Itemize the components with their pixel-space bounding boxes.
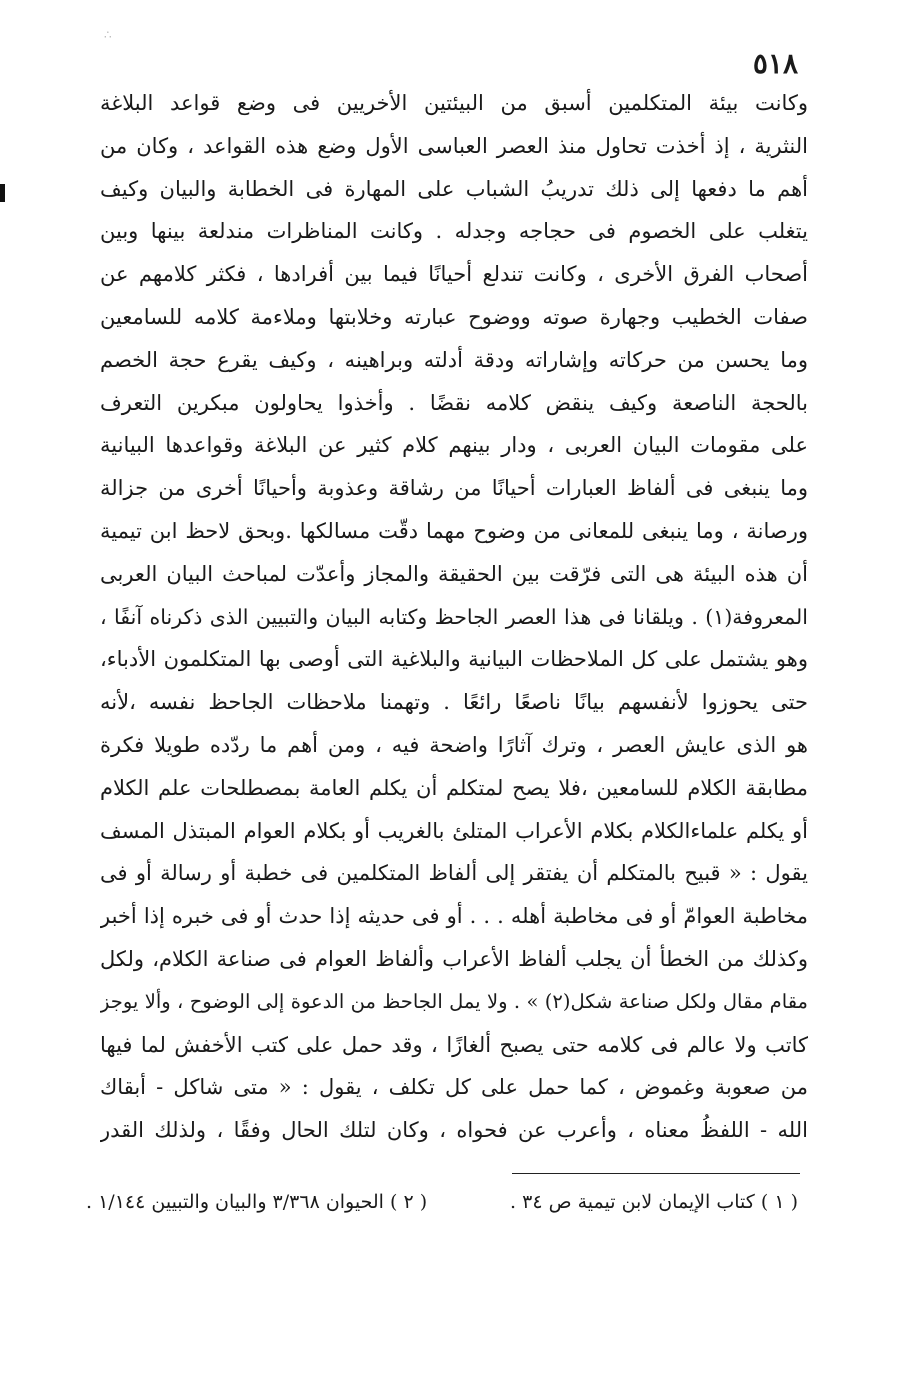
text-line: مقام مقال ولكل صناعة شكل(٢) » . ولا يمل الجاحظ من الدعوة إلى الوضوح ، وألا يوجز: [100, 989, 808, 1013]
text-line: المعروفة(١) . ويلقانا فى هذا العصر الجاحظ وكتابه البيان والتبيين الذى ذكرناه آنفًا ،: [100, 604, 808, 629]
text-line: وهو يشتمل على كل الملاحظات البيانية والبلاغية التى أوصى بها المتكلمون الأدباء،: [100, 647, 808, 672]
text-line: مطابقة الكلام للسامعين ،فلا يصح لمتكلم أن يكلم العامة بمصطلحات علم الكلام: [100, 775, 808, 800]
text-line: بالحجة الناصعة وكيف ينقض كلامه نقضًا . وأخذوا يحاولون مبكرين التعرف: [100, 390, 808, 415]
text-line: أو يكلم علماءالكلام بكلام الأعراب المتلئ بالغريب أو بكلام العوام المبتذل المسف: [100, 818, 808, 843]
text-line: أصحاب الفرق الأخرى ، وكانت تندلع أحيانًا فيما بين أفرادها ، فكثر كلامهم عن: [100, 262, 808, 287]
text-line: مخاطبة العوامّ أو فى مخاطبة أهله . . . أو فى حديثه إذا حدث أو فى خبره إذا أخبر: [100, 904, 808, 929]
text-line: وما يحسن من حركاته وإشاراته ودقة أدلته وبراهينه ، وكيف يقرع حجة الخصم: [100, 347, 808, 372]
footnote-divider: [512, 1173, 800, 1174]
text-line: النثرية ، إذ أخذت تحاول منذ العصر العباسى الأول وضع هذه القواعد ، وكان من: [100, 133, 808, 158]
text-line: يتغلب على الخصوم فى حجاجه وجدله . وكانت المناظرات مندلعة بينها وبين: [100, 219, 808, 244]
page-number: ٥١٨: [752, 47, 798, 80]
text-line: ورصانة ، وما ينبغى للمعانى من وضوح مهما دقّت مسالكها .وبحق لاحظ ابن تيمية: [100, 518, 808, 543]
footnote-2: ( ٢ ) الحيوان ٣/٣٦٨ والبيان والتبيين ١/١٤٤ .: [86, 1191, 428, 1213]
footnotes: [86, 1180, 798, 1224]
text-line: كاتب ولا عالم فى كلامه حتى يصبح ألغازًا ، وقد حمل على كتب الأخفش لما فيها: [100, 1032, 808, 1057]
text-line: وكذلك من الخطأ أن يجلب ألفاظ الأعراب وألفاظ العوام فى صناعة الكلام، ولكل: [100, 946, 808, 971]
text-line: وما ينبغى فى ألفاظ العبارات أحيانًا من رشاقة وعذوبة وأحيانًا أخرى من جزالة: [100, 476, 808, 501]
text-line: أن هذه البيئة هى التى فرّقت بين الحقيقة والمجاز وأعدّت لمباحث البيان العربى: [100, 561, 808, 586]
margin-mark: [0, 184, 5, 202]
text-line: هو الذى عايش العصر ، وترك آثارًا واضحة فيه ، ومن أهم ما ردّده طويلا فكرة: [100, 732, 808, 757]
body-text: [100, 82, 808, 1152]
text-line: الله - اللفظُ معناه ، وأعرب عن فحواه ، وكان لتلك الحال وفقًا ، ولذلك القدر: [100, 1118, 808, 1143]
scan-speck: ∴: [104, 28, 112, 42]
text-line: وكانت بيئة المتكلمين أسبق من البيئتين الأخريين فى وضع قواعد البلاغة: [100, 91, 808, 115]
footnote-1: ( ١ ) كتاب الإيمان لابن تيمية ص ٣٤ .: [510, 1191, 798, 1213]
text-line: صفات الخطيب وجهارة صوته ووضوح عبارته وخلابتها وملاءمة كلامه للسامعين: [100, 304, 808, 329]
text-line: حتى يحوزوا لأنفسهم بيانًا ناصعًا رائعًا . وتهمنا ملاحظات الجاحظ نفسه ،لأنه: [100, 690, 808, 715]
text-line: أهم ما دفعها إلى ذلك تدريبُ الشباب على المهارة فى الخطابة والبيان وكيف: [100, 176, 808, 201]
text-line: على مقومات البيان العربى ، ودار بينهم كلام كثير عن البلاغة وقواعدها البيانية: [100, 433, 808, 458]
text-line: يقول : « قبيح بالمتكلم أن يفتقر إلى ألفاظ المتكلمين فى خطبة أو رسالة أو فى: [100, 861, 808, 886]
text-line: من صعوبة وغموض ، كما حمل على كل تكلف ، يقول : « متى شاكل - أبقاك: [100, 1075, 808, 1100]
